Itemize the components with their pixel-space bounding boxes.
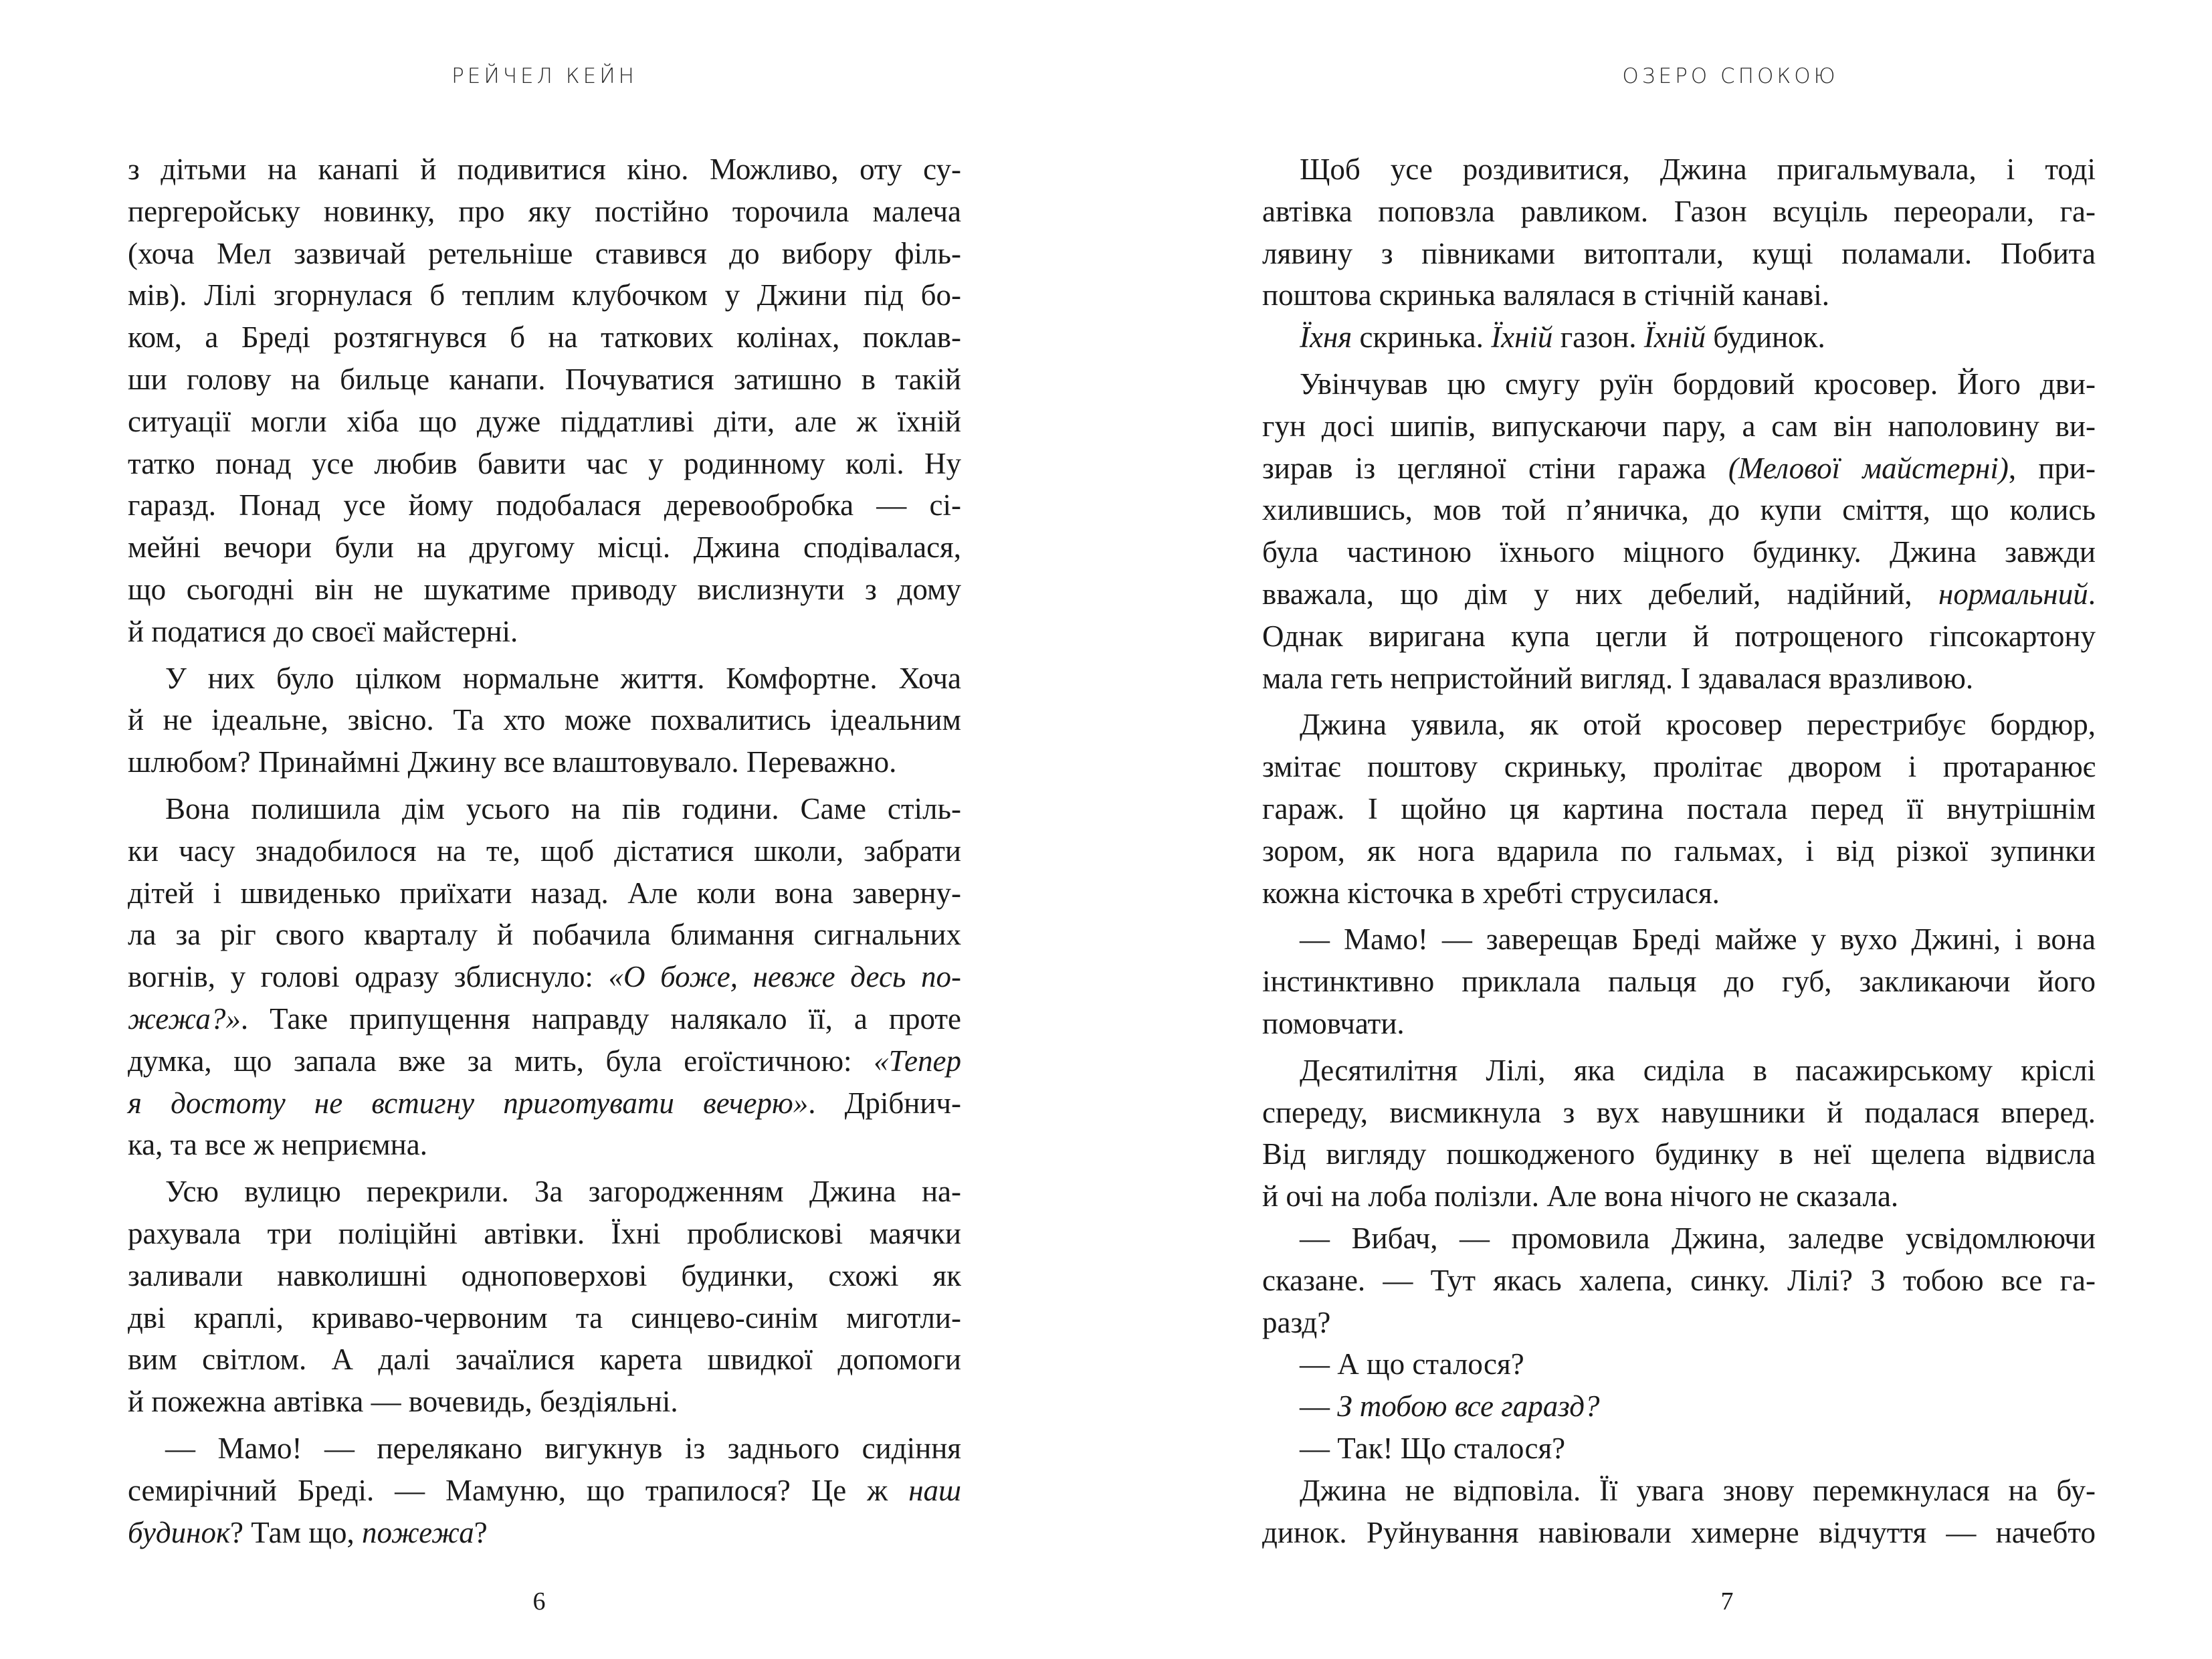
text-line: Їхня скринька. Їхній газон. Їхній будинок.: [1300, 320, 1825, 355]
text-line: Вона полишила дім усього на пів години. Саме стіль-: [165, 791, 961, 825]
text-line: Щоб усе роздивитися, Джина пригальмувала, і тоді: [1300, 153, 2096, 186]
page-number: 7: [1720, 1587, 1734, 1616]
text-line: ком, а Бреді розтягнувся б на таткових колінах, поклав-: [128, 320, 961, 355]
text-line: вим світлом. А далі зачаїлися карета швидкої допомоги: [128, 1343, 961, 1377]
text-line: Джина не відповіла. Її увага знову перемкнулася на бу-: [1300, 1473, 2096, 1507]
text-line: Усю вулицю перекрили. За загородженням Джина на-: [165, 1175, 961, 1209]
text-line: У них було цілком нормальне життя. Комфортне. Хоча: [165, 661, 961, 695]
text-line: — Мамо! — перелякано вигукнув із заднього сидіння: [165, 1431, 961, 1465]
text-line: — Так! Що сталося?: [1300, 1431, 1566, 1465]
text-line: гаразд. Понад усе йому подобалася деревообробка — сі-: [128, 488, 961, 522]
text-line: ки часу знадобилося на те, щоб дістатися школи, забрати: [128, 834, 961, 868]
text-line: дітей і швиденько приїхати назад. Але коли вона заверну-: [128, 876, 961, 910]
text-line: — Вибач, — промовила Джина, заледве усвідомлюючи: [1300, 1221, 2096, 1255]
text-line: Увінчував цю смугу руїн бордовий кросовер. Його дви-: [1300, 367, 2096, 401]
text-line: ла за ріг свого кварталу й побачила блимання сигнальних: [128, 918, 961, 952]
text-line: — А що сталося?: [1300, 1347, 1524, 1381]
text-line: мала геть непристойний вигляд. І здавалася вразливою.: [1262, 661, 1974, 695]
text-line: кожна кісточка в хребті струсилася.: [1262, 876, 1720, 910]
text-line: лявину з півниками витоптали, кущі поламали. Побита: [1262, 236, 2096, 270]
text-line: разд?: [1262, 1305, 1331, 1339]
text-line: що сьогодні він не шукатиме приводу вислизнути з дому: [128, 572, 961, 606]
text-line: вогнів, у голові одразу зблиснуло: «О боже, невже десь по-: [128, 960, 961, 994]
text-line: мів). Лілі згорнулася б теплим клубочком у Джини під бо-: [128, 278, 961, 312]
text-line: гун досі шипів, випускаючи пару, а сам він наполовину ви-: [1262, 409, 2096, 443]
text-line: помовчати.: [1262, 1006, 1405, 1040]
text-line: поштова скринька валялася в стічній канаві.: [1262, 278, 1830, 312]
text-line: й пожежна автівка — вочевидь, бездіяльні.: [128, 1385, 678, 1419]
text-line: хилившись, мов той п’яничка, до купи сміття, що колись: [1262, 493, 2096, 527]
running-head-author: РЕЙЧЕЛ КЕЙН: [451, 64, 637, 88]
text-line: й не ідеальне, звісно. Та хто може похвалитись ідеальним: [128, 703, 961, 737]
text-line: була частиною їхнього міцного будинку. Джина завжди: [1262, 535, 2096, 569]
text-line: з дітьми на канапі й подивитися кіно. Можливо, оту су-: [128, 153, 961, 186]
text-line: шлюбом? Принаймні Джину все влаштовувало. Переважно.: [128, 745, 897, 779]
text-line: інстинктивно приклала пальця до губ, закликаючи його: [1262, 965, 2096, 999]
text-line: думка, що запала вже за мить, була егоїстичною: «Тепер: [128, 1044, 961, 1078]
text-line: пергеройську новинку, про яку постійно торочила малеча: [128, 194, 961, 228]
right-page: [1106, 0, 2211, 1659]
text-line: мейні вечори були на другому місці. Джина сподівалася,: [128, 530, 961, 565]
text-line: семирічний Бреді. — Мамуню, що трапилося? Це ж наш: [128, 1473, 961, 1507]
text-line: змітає поштову скриньку, пролітає двором і протаранює: [1262, 750, 2096, 784]
text-line: ситуації могли хіба що дуже піддатливі діти, але ж їхній: [128, 404, 961, 438]
text-line: будинок? Там що, пожежа?: [128, 1515, 488, 1549]
text-line: динок. Руйнування навіювали химерне відчуття — начебто: [1262, 1515, 2096, 1549]
text-line: рахувала три поліційні автівки. Їхні проблискові маячки: [128, 1216, 961, 1250]
text-line: Десятилітня Лілі, яка сиділа в пасажирському кріслі: [1300, 1053, 2096, 1087]
text-line: дві краплі, криваво-червоним та синцево-синім миготли-: [128, 1300, 961, 1335]
text-line: й очі на лоба полізли. Але вона нічого не сказала.: [1262, 1179, 1899, 1213]
text-line: спереду, висмикнула з вух навушники й подалася вперед.: [1262, 1095, 2096, 1129]
text-line: Джина уявила, як отой кросовер перестрибує бордюр,: [1300, 708, 2096, 742]
text-line: татко понад усе любив бавити час у родинному колі. Ну: [128, 446, 961, 480]
text-line: жежа?». Таке припущення направду налякало її, а проте: [128, 1001, 961, 1036]
text-line: сказане. — Тут якась халепа, синку. Лілі? З тобою все га-: [1262, 1263, 2096, 1297]
running-head-title: ОЗЕРО СПОКОЮ: [1622, 64, 1839, 88]
text-line: гараж. І щойно ця картина постала перед її внутрішнім: [1262, 791, 2096, 825]
body-text: [128, 149, 961, 1553]
text-line: зором, як нога вдарила по гальмах, і від різкої зупинки: [1262, 834, 2096, 868]
text-line: Від вигляду пошкодженого будинку в неї щелепа відвисла: [1262, 1137, 2096, 1171]
text-line: — Мамо! — заверещав Бреді майже у вухо Джині, і вона: [1300, 922, 2096, 957]
text-line: ши голову на бильце канапи. Почуватися затишно в такій: [128, 362, 961, 396]
body-text: [1262, 149, 2096, 1553]
text-line: автівка поповзла равликом. Газон всуціль переорали, га-: [1262, 194, 2096, 228]
text-line: й податися до своєї майстерні.: [128, 614, 518, 648]
text-line: ка, та все ж неприємна.: [128, 1128, 427, 1162]
text-line: Однак виригана купа цегли й потрощеного гіпсокартону: [1262, 619, 2096, 653]
text-line: заливали навколишні одноповерхові будинки, схожі як: [128, 1258, 961, 1292]
text-line: зирав із цегляної стіни гаража (Мелової майстерні), при-: [1262, 451, 2096, 485]
text-line: я достоту не встигну приготувати вечерю». Дрібнич-: [128, 1086, 962, 1120]
text-line: вважала, що дім у них дебелий, надійний, нормальний.: [1262, 577, 2096, 611]
page-number: 6: [532, 1587, 546, 1616]
text-line: — З тобою все гаразд?: [1300, 1389, 1600, 1424]
text-line: (хоча Мел зазвичай ретельніше ставився до вибору філь-: [128, 236, 961, 270]
